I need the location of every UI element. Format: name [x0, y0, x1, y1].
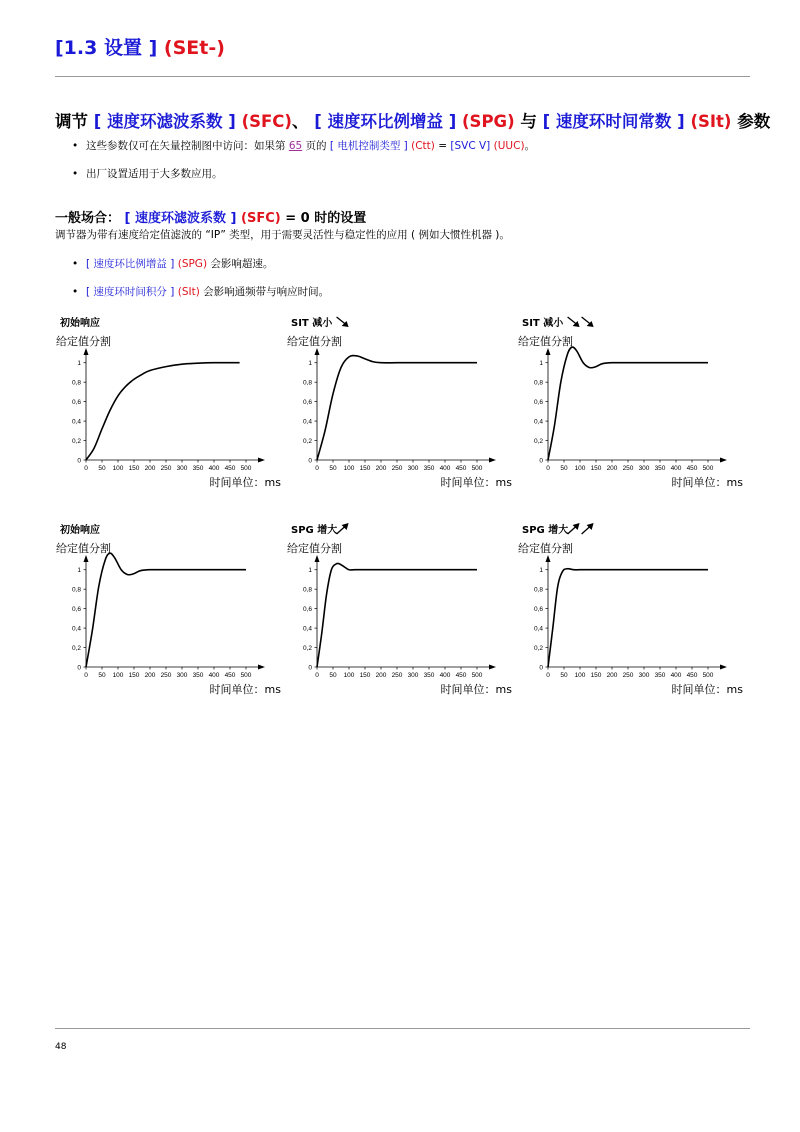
chart-xlabel: 时间单位：ms [671, 476, 743, 489]
response-curve [86, 553, 246, 667]
response-chart [287, 521, 512, 701]
y-axis-arrow-icon [315, 348, 320, 355]
x-tick-label: 350 [423, 672, 435, 679]
y-tick-label: 0,8 [533, 586, 543, 594]
x-tick-label: 250 [391, 465, 403, 472]
chart-plot [287, 521, 512, 701]
x-tick-label: 100 [343, 465, 355, 472]
list-item: • 这些参数仅可在矢量控制图中访问：如果第 65 页的 [ 电机控制类型 ] (Ctt) = [SVC V] (UUC)。 [72, 140, 536, 152]
page-link[interactable]: 65 [288, 140, 303, 152]
x-tick-label: 450 [686, 672, 698, 679]
x-tick-label: 350 [423, 465, 435, 472]
chart-title: SPG 增大 [522, 525, 569, 536]
x-tick-label: 100 [112, 672, 124, 679]
param-spg-code: (SPG) [462, 112, 515, 131]
y-tick-label: 0,4 [533, 625, 543, 633]
x-tick-label: 50 [560, 465, 568, 472]
x-tick-label: 150 [128, 672, 140, 679]
param-sfc-code: (SFC) [241, 211, 281, 226]
x-tick-label: 0 [315, 465, 319, 472]
x-tick-label: 400 [439, 672, 451, 679]
section-title-suffix: 参数 [737, 112, 771, 131]
x-tick-label: 400 [208, 465, 220, 472]
down-right-arrow-icon [568, 317, 580, 327]
y-tick-label: 0,2 [71, 645, 81, 653]
list-item: • 出厂设置适用于大多数应用。 [72, 168, 223, 180]
x-tick-label: 350 [192, 672, 204, 679]
x-tick-label: 50 [560, 672, 568, 679]
y-axis-arrow-icon [84, 348, 89, 355]
bullet-dot-icon: • [72, 258, 79, 270]
subsection-heading: 一般场合： [ 速度环滤波系数 ] (SFC) = 0 时的设置 [55, 211, 367, 226]
y-tick-label: 0,4 [302, 625, 312, 633]
y-tick-label: 0,4 [533, 418, 543, 426]
chart-ylabel: 给定值分割 [56, 542, 111, 555]
y-axis-arrow-icon [546, 348, 551, 355]
down-right-arrow-icon [582, 317, 594, 327]
response-chart [56, 314, 281, 494]
y-tick-label: 0 [539, 457, 543, 465]
chart-plot [518, 314, 743, 494]
x-tick-label: 200 [606, 465, 618, 472]
y-tick-label: 1 [308, 567, 312, 575]
x-tick-label: 100 [112, 465, 124, 472]
x-tick-label: 0 [84, 465, 88, 472]
y-tick-label: 0,6 [533, 399, 543, 407]
y-tick-label: 0 [77, 457, 81, 465]
chart-xlabel: 时间单位：ms [671, 683, 743, 696]
section-title-prefix: 调节 [55, 112, 88, 131]
bullet-dot-icon: • [72, 286, 79, 298]
chart-xlabel: 时间单位：ms [209, 476, 281, 489]
x-tick-label: 300 [407, 465, 419, 472]
param-sfc-name: [ 速度环滤波系数 ] [93, 112, 236, 131]
x-tick-label: 500 [471, 465, 483, 472]
x-tick-label: 150 [359, 465, 371, 472]
x-tick-label: 500 [240, 672, 252, 679]
x-tick-label: 450 [686, 465, 698, 472]
x-tick-label: 450 [455, 672, 467, 679]
chart-title: SPG 增大 [291, 525, 338, 536]
y-tick-label: 0 [539, 664, 543, 672]
chart-ylabel: 给定值分割 [518, 335, 573, 348]
down-right-arrow-icon [337, 317, 349, 327]
x-tick-label: 500 [240, 465, 252, 472]
x-tick-label: 250 [622, 672, 634, 679]
x-tick-label: 0 [546, 465, 550, 472]
x-tick-label: 250 [160, 672, 172, 679]
x-tick-label: 50 [98, 465, 106, 472]
x-tick-label: 150 [359, 672, 371, 679]
y-tick-label: 0,2 [71, 438, 81, 446]
x-tick-label: 150 [590, 672, 602, 679]
x-tick-label: 500 [471, 672, 483, 679]
x-tick-label: 350 [654, 672, 666, 679]
x-tick-label: 350 [654, 465, 666, 472]
chart-xlabel: 时间单位：ms [209, 683, 281, 696]
chart-plot [56, 314, 281, 494]
y-tick-label: 0,6 [71, 606, 81, 614]
y-tick-label: 0 [308, 457, 312, 465]
chart-plot [287, 314, 512, 494]
y-tick-label: 1 [539, 567, 543, 575]
y-tick-label: 0,8 [533, 379, 543, 387]
param-sfc-code: (SFC) [241, 112, 292, 131]
x-tick-label: 250 [391, 672, 403, 679]
x-tick-label: 0 [546, 672, 550, 679]
y-tick-label: 0,4 [71, 625, 81, 633]
header-divider [55, 76, 750, 77]
x-axis-arrow-icon [258, 458, 265, 463]
x-tick-label: 500 [702, 465, 714, 472]
x-tick-label: 150 [128, 465, 140, 472]
param-spg-name: [ 速度环比例增益 ] [314, 112, 457, 131]
param-ctt-name: [ 电机控制类型 ] [329, 140, 408, 152]
value-uuc-code: (UUC) [493, 140, 525, 152]
x-tick-label: 200 [375, 465, 387, 472]
x-tick-label: 200 [606, 672, 618, 679]
x-tick-label: 300 [176, 465, 188, 472]
y-tick-label: 0,6 [71, 399, 81, 407]
subsection-description: 调节器为带有速度给定值滤波的 “IP” 类型，用于需要灵活性与稳定性的应用 ( 例如大惯性机器 )。 [55, 229, 510, 241]
page-title-bracket: [1.3 设置 ] [55, 37, 158, 59]
footer-divider [55, 1028, 750, 1029]
section-heading [55, 108, 770, 132]
x-axis-arrow-icon [489, 665, 496, 670]
x-tick-label: 100 [574, 465, 586, 472]
chart-plot [56, 521, 281, 701]
chart-ylabel: 给定值分割 [287, 542, 342, 555]
y-tick-label: 0,4 [71, 418, 81, 426]
y-tick-label: 0,6 [302, 399, 312, 407]
y-tick-label: 1 [77, 360, 81, 368]
response-curve [86, 363, 240, 460]
x-tick-label: 400 [439, 465, 451, 472]
response-curve [317, 356, 477, 460]
x-tick-label: 350 [192, 465, 204, 472]
y-tick-label: 0,2 [302, 438, 312, 446]
param-ctt-code: (Ctt) [411, 140, 435, 152]
up-right-arrow-icon [568, 523, 580, 534]
y-tick-label: 0,4 [302, 418, 312, 426]
x-tick-label: 300 [638, 465, 650, 472]
y-tick-label: 0 [77, 664, 81, 672]
y-tick-label: 0,8 [71, 379, 81, 387]
x-tick-label: 100 [343, 672, 355, 679]
param-sfc-name: [ 速度环滤波系数 ] [124, 211, 237, 226]
param-sit-name: [ 速度环时间常数 ] [542, 112, 685, 131]
x-tick-label: 300 [638, 672, 650, 679]
page-number: 48 [55, 1042, 67, 1052]
x-tick-label: 300 [407, 672, 419, 679]
x-tick-label: 300 [176, 672, 188, 679]
y-tick-label: 1 [539, 360, 543, 368]
chart-xlabel: 时间单位：ms [440, 683, 512, 696]
response-curve [548, 569, 708, 667]
page-title-code: (SEt-) [163, 37, 225, 59]
chart-title: 初始响应 [60, 525, 100, 536]
chart-title: 初始响应 [60, 318, 100, 329]
bullet-dot-icon: • [72, 140, 79, 152]
x-tick-label: 0 [315, 672, 319, 679]
x-axis-arrow-icon [720, 665, 727, 670]
page-title [55, 33, 225, 60]
chart-title: SIT 减小 [291, 318, 333, 329]
x-tick-label: 50 [329, 672, 337, 679]
y-tick-label: 0,6 [533, 606, 543, 614]
x-tick-label: 500 [702, 672, 714, 679]
y-tick-label: 0,8 [302, 379, 312, 387]
x-axis-arrow-icon [258, 665, 265, 670]
chart-ylabel: 给定值分割 [518, 542, 573, 555]
y-tick-label: 0 [308, 664, 312, 672]
x-tick-label: 200 [375, 672, 387, 679]
x-tick-label: 50 [329, 465, 337, 472]
y-tick-label: 0,6 [302, 606, 312, 614]
chart-plot [518, 521, 743, 701]
y-tick-label: 0,8 [71, 586, 81, 594]
x-tick-label: 200 [144, 465, 156, 472]
chart-title: SIT 减小 [522, 318, 564, 329]
x-tick-label: 0 [84, 672, 88, 679]
response-chart [518, 521, 743, 701]
x-tick-label: 50 [98, 672, 106, 679]
y-tick-label: 1 [77, 567, 81, 575]
param-spg-code: (SPG) [177, 258, 208, 270]
x-tick-label: 450 [224, 672, 236, 679]
bullet-dot-icon: • [72, 168, 79, 180]
param-sit-code: (SIt) [177, 286, 200, 298]
x-axis-arrow-icon [720, 458, 727, 463]
list-item: • [ 速度环比例增益 ] (SPG) 会影响超速。 [72, 258, 274, 270]
x-tick-label: 400 [670, 672, 682, 679]
param-sit-name: [ 速度环时间积分 ] [86, 286, 175, 298]
x-tick-label: 450 [455, 465, 467, 472]
response-chart [287, 314, 512, 494]
chart-ylabel: 给定值分割 [287, 335, 342, 348]
up-right-arrow-icon [582, 523, 594, 534]
x-axis-arrow-icon [489, 458, 496, 463]
y-tick-label: 0,2 [533, 438, 543, 446]
y-axis-arrow-icon [546, 555, 551, 562]
param-sit-code: (SIt) [690, 112, 732, 131]
y-axis-arrow-icon [315, 555, 320, 562]
x-tick-label: 100 [574, 672, 586, 679]
x-tick-label: 400 [670, 465, 682, 472]
x-tick-label: 250 [160, 465, 172, 472]
response-chart [518, 314, 743, 494]
section-sep-2: 与 [520, 112, 537, 131]
y-tick-label: 0,8 [302, 586, 312, 594]
x-tick-label: 150 [590, 465, 602, 472]
y-tick-label: 0,2 [302, 645, 312, 653]
x-tick-label: 450 [224, 465, 236, 472]
response-curve [548, 347, 708, 460]
up-right-arrow-icon [337, 523, 349, 534]
y-tick-label: 0,2 [533, 645, 543, 653]
list-item: • [ 速度环时间积分 ] (SIt) 会影响通频带与响应时间。 [72, 286, 330, 298]
param-spg-name: [ 速度环比例增益 ] [86, 258, 175, 270]
y-tick-label: 1 [308, 360, 312, 368]
response-curve [317, 563, 477, 667]
x-tick-label: 250 [622, 465, 634, 472]
chart-xlabel: 时间单位：ms [440, 476, 512, 489]
x-tick-label: 200 [144, 672, 156, 679]
value-svcv-name: [SVC V] [450, 140, 491, 152]
y-axis-arrow-icon [84, 555, 89, 562]
response-chart [56, 521, 281, 701]
section-sep-1: 、 [291, 112, 309, 131]
chart-ylabel: 给定值分割 [56, 335, 111, 348]
x-tick-label: 400 [208, 672, 220, 679]
